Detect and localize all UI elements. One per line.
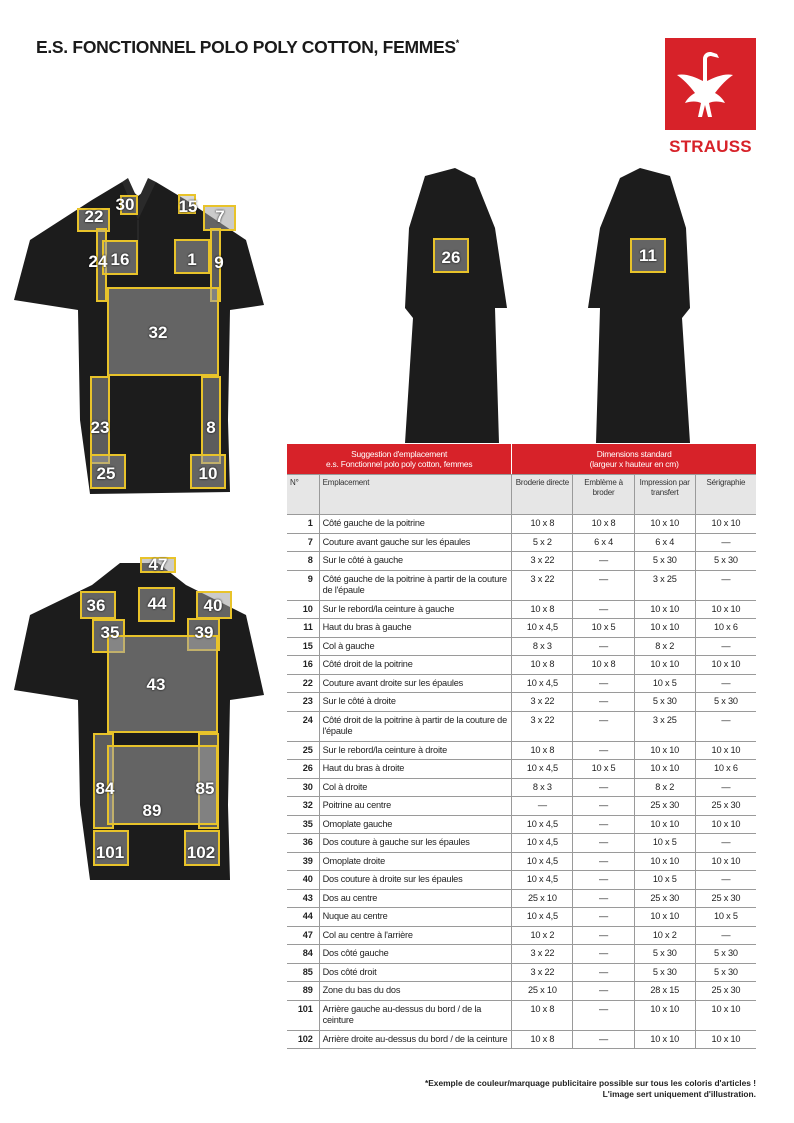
row-value: 8 x 3 <box>512 778 573 797</box>
row-value: 10 x 2 <box>634 926 695 945</box>
table-row <box>287 815 756 834</box>
row-value: 5 x 30 <box>634 945 695 964</box>
column-header: Sérigraphie <box>695 475 756 515</box>
row-location: Nuque au centre <box>319 908 512 927</box>
table-row <box>287 760 756 779</box>
row-value: 25 x 30 <box>634 889 695 908</box>
zone-label: 89 <box>142 801 162 820</box>
row-location: Zone du bas du dos <box>319 982 512 1001</box>
row-value: 28 x 15 <box>634 982 695 1001</box>
row-location: Col à droite <box>319 778 512 797</box>
row-value: 5 x 30 <box>634 552 695 571</box>
row-value: — <box>695 637 756 656</box>
row-value: 10 x 5 <box>634 871 695 890</box>
zone-label: 40 <box>203 596 223 615</box>
row-value: — <box>573 741 634 760</box>
row-value: 10 x 10 <box>695 741 756 760</box>
row-value: 10 x 5 <box>634 834 695 853</box>
row-location: Omoplate gauche <box>319 815 512 834</box>
row-value: — <box>573 552 634 571</box>
table-row <box>287 693 756 712</box>
row-location: Col à gauche <box>319 637 512 656</box>
zone-label: 26 <box>441 248 461 267</box>
zone-label: 85 <box>195 779 215 798</box>
row-value: 10 x 4,5 <box>512 908 573 927</box>
row-value: 10 x 2 <box>512 926 573 945</box>
placement-table <box>287 444 756 1049</box>
row-location: Sur le rebord/la ceinture à droite <box>319 741 512 760</box>
row-location: Sur le rebord/la ceinture à gauche <box>319 600 512 619</box>
table-row <box>287 711 756 741</box>
row-number: 39 <box>287 852 319 871</box>
zone-label: 7 <box>215 207 225 226</box>
zone-label: 39 <box>194 623 214 642</box>
footnote-line: L'image sert uniquement d'illustration. <box>602 1089 756 1099</box>
table-row <box>287 656 756 675</box>
row-value: — <box>695 834 756 853</box>
zone-label: 47 <box>148 555 168 574</box>
table-row <box>287 552 756 571</box>
row-location: Côté gauche de la poitrine à partir de la couture de l'épaule <box>319 570 512 600</box>
table-row <box>287 1000 756 1030</box>
row-value: 8 x 2 <box>634 778 695 797</box>
row-value: 5 x 2 <box>512 533 573 552</box>
row-location: Dos couture à droite sur les épaules <box>319 871 512 890</box>
zone-label: 35 <box>100 623 120 642</box>
zone-label: 23 <box>90 418 110 437</box>
row-number: 25 <box>287 741 319 760</box>
row-value: 25 x 10 <box>512 889 573 908</box>
table-row <box>287 570 756 600</box>
row-value: 10 x 10 <box>634 815 695 834</box>
row-value: — <box>573 570 634 600</box>
row-value: 5 x 30 <box>695 552 756 571</box>
column-header: Broderie directe <box>512 475 573 515</box>
row-value: 10 x 10 <box>695 852 756 871</box>
row-value: 10 x 10 <box>634 619 695 638</box>
row-location: Sur le côté à gauche <box>319 552 512 571</box>
row-value: — <box>695 570 756 600</box>
zone-label: 22 <box>84 207 104 226</box>
zone-label: 25 <box>96 464 116 483</box>
row-number: 16 <box>287 656 319 675</box>
table-row <box>287 852 756 871</box>
row-value: 5 x 30 <box>695 963 756 982</box>
row-value: 10 x 6 <box>695 619 756 638</box>
stork-logo-icon <box>665 38 756 130</box>
row-value: 10 x 4,5 <box>512 815 573 834</box>
row-value: — <box>573 797 634 816</box>
zone-label: 84 <box>95 779 115 798</box>
row-value: — <box>695 533 756 552</box>
row-number: 36 <box>287 834 319 853</box>
table-row <box>287 945 756 964</box>
row-value: 10 x 10 <box>634 741 695 760</box>
table-row <box>287 674 756 693</box>
zone-label: 9 <box>214 253 224 272</box>
zone-label: 43 <box>146 675 166 694</box>
row-value: 8 x 3 <box>512 637 573 656</box>
row-value: 10 x 4,5 <box>512 619 573 638</box>
row-location: Côté droit de la poitrine <box>319 656 512 675</box>
row-value: 10 x 10 <box>695 515 756 534</box>
row-number: 15 <box>287 637 319 656</box>
row-value: — <box>573 600 634 619</box>
row-number: 22 <box>287 674 319 693</box>
row-value: — <box>573 778 634 797</box>
row-location: Dos côté droit <box>319 963 512 982</box>
row-value: 8 x 2 <box>634 637 695 656</box>
row-value: 10 x 10 <box>634 1030 695 1049</box>
table-row <box>287 871 756 890</box>
row-number: 30 <box>287 778 319 797</box>
row-value: 3 x 25 <box>634 570 695 600</box>
row-number: 9 <box>287 570 319 600</box>
row-value: 10 x 4,5 <box>512 674 573 693</box>
row-value: — <box>573 815 634 834</box>
row-value: 10 x 10 <box>695 656 756 675</box>
row-value: 3 x 25 <box>634 711 695 741</box>
column-header: Impression par transfert <box>634 475 695 515</box>
table-row <box>287 834 756 853</box>
row-location: Omoplate droite <box>319 852 512 871</box>
column-header: Emplacement <box>319 475 512 515</box>
row-number: 47 <box>287 926 319 945</box>
row-value: 3 x 22 <box>512 693 573 712</box>
row-value: 10 x 8 <box>512 600 573 619</box>
row-value: 10 x 10 <box>695 1030 756 1049</box>
row-value: — <box>573 852 634 871</box>
table-row <box>287 778 756 797</box>
zone-label: 10 <box>198 464 218 483</box>
row-value: 10 x 10 <box>634 1000 695 1030</box>
footnote <box>425 1078 756 1100</box>
row-value: 10 x 4,5 <box>512 852 573 871</box>
row-value: 10 x 5 <box>634 674 695 693</box>
side-polo-shape <box>580 168 700 443</box>
row-location: Poitrine au centre <box>319 797 512 816</box>
row-location: Dos au centre <box>319 889 512 908</box>
row-value: 25 x 30 <box>695 797 756 816</box>
row-value: 10 x 5 <box>573 619 634 638</box>
row-value: 10 x 4,5 <box>512 760 573 779</box>
row-location: Sur le côté à droite <box>319 693 512 712</box>
row-value: — <box>573 637 634 656</box>
brand-logo <box>665 38 756 157</box>
row-number: 1 <box>287 515 319 534</box>
column-header: Emblème à broder <box>573 475 634 515</box>
row-value: 25 x 30 <box>695 889 756 908</box>
table-row <box>287 619 756 638</box>
row-value: 10 x 8 <box>512 515 573 534</box>
row-value: — <box>573 711 634 741</box>
row-value: 25 x 10 <box>512 982 573 1001</box>
row-value: 10 x 4,5 <box>512 834 573 853</box>
row-value: 10 x 10 <box>634 852 695 871</box>
row-value: 10 x 6 <box>695 760 756 779</box>
row-value: — <box>573 908 634 927</box>
zone-label: 15 <box>178 197 198 216</box>
row-value: 10 x 10 <box>695 1000 756 1030</box>
row-value: 3 x 22 <box>512 711 573 741</box>
row-value: 3 x 22 <box>512 570 573 600</box>
row-number: 8 <box>287 552 319 571</box>
side-view-left-arm <box>580 168 700 443</box>
row-location: Col au centre à l'arrière <box>319 926 512 945</box>
row-number: 102 <box>287 1030 319 1049</box>
zone-label: 32 <box>148 323 168 342</box>
row-value: 10 x 10 <box>634 656 695 675</box>
row-value: 10 x 10 <box>634 908 695 927</box>
table-row <box>287 600 756 619</box>
table-header-dimensions: Dimensions standard (largeur x hauteur en cm) <box>512 444 756 475</box>
table-row <box>287 982 756 1001</box>
footnote-line: *Exemple de couleur/marquage publicitaire possible sur tous les coloris d'articles ! <box>424 1078 756 1088</box>
row-location: Couture avant gauche sur les épaules <box>319 533 512 552</box>
row-value: 5 x 30 <box>634 963 695 982</box>
row-number: 101 <box>287 1000 319 1030</box>
row-value: 6 x 4 <box>634 533 695 552</box>
table-row <box>287 797 756 816</box>
zone-label: 30 <box>115 195 135 214</box>
row-location: Couture avant droite sur les épaules <box>319 674 512 693</box>
zone-label: 11 <box>639 246 657 265</box>
row-value: 10 x 10 <box>695 815 756 834</box>
row-value: — <box>573 945 634 964</box>
row-number: 24 <box>287 711 319 741</box>
row-value: — <box>695 778 756 797</box>
table-row <box>287 963 756 982</box>
row-value: — <box>573 693 634 712</box>
row-value: 25 x 30 <box>634 797 695 816</box>
row-value: — <box>695 871 756 890</box>
row-location: Arrière gauche au-dessus du bord / de la ceinture <box>319 1000 512 1030</box>
row-location: Dos côté gauche <box>319 945 512 964</box>
row-location: Haut du bras à gauche <box>319 619 512 638</box>
row-value: 10 x 8 <box>512 656 573 675</box>
row-value: 10 x 10 <box>634 515 695 534</box>
row-value: — <box>573 889 634 908</box>
row-value: 3 x 22 <box>512 963 573 982</box>
row-number: 23 <box>287 693 319 712</box>
table-header-placement: Suggestion d'emplacement e.s. Fonctionnel polo poly cotton, femmes <box>287 444 512 475</box>
row-value: 5 x 30 <box>695 945 756 964</box>
row-value: — <box>573 871 634 890</box>
page-title: E.S. FONCTIONNEL POLO POLY COTTON, FEMMES* <box>36 37 459 57</box>
side-polo-shape <box>395 168 515 443</box>
row-value: — <box>695 926 756 945</box>
zone-label: 44 <box>147 594 167 613</box>
row-value: — <box>695 674 756 693</box>
zone-label: 24 <box>88 252 108 271</box>
table-row <box>287 515 756 534</box>
row-location: Côté gauche de la poitrine <box>319 515 512 534</box>
row-number: 7 <box>287 533 319 552</box>
row-number: 26 <box>287 760 319 779</box>
row-value: 10 x 5 <box>695 908 756 927</box>
row-number: 32 <box>287 797 319 816</box>
back-view <box>10 555 265 885</box>
row-value: 10 x 10 <box>634 760 695 779</box>
row-value: — <box>573 982 634 1001</box>
row-value: 25 x 30 <box>695 982 756 1001</box>
row-value: 6 x 4 <box>573 533 634 552</box>
row-value: 3 x 22 <box>512 552 573 571</box>
row-value: 10 x 5 <box>573 760 634 779</box>
zone-label: 8 <box>206 418 216 437</box>
zone-label: 16 <box>110 250 130 269</box>
row-number: 89 <box>287 982 319 1001</box>
row-location: Arrière droite au-dessus du bord / de la ceinture <box>319 1030 512 1049</box>
row-value: — <box>512 797 573 816</box>
row-value: — <box>573 963 634 982</box>
row-value: — <box>573 674 634 693</box>
zone-label: 102 <box>186 843 216 862</box>
row-value: — <box>695 711 756 741</box>
row-value: — <box>573 1030 634 1049</box>
zone-label: 36 <box>86 596 106 615</box>
brand-name: STRAUSS <box>669 137 752 156</box>
table-row <box>287 908 756 927</box>
row-number: 10 <box>287 600 319 619</box>
table-row <box>287 889 756 908</box>
row-value: — <box>573 1000 634 1030</box>
row-number: 11 <box>287 619 319 638</box>
row-value: 10 x 8 <box>512 741 573 760</box>
row-number: 35 <box>287 815 319 834</box>
table-row <box>287 637 756 656</box>
row-location: Côté droit de la poitrine à partir de la couture de l'épaule <box>319 711 512 741</box>
row-value: 10 x 10 <box>634 600 695 619</box>
row-value: 10 x 4,5 <box>512 871 573 890</box>
front-view <box>10 160 265 500</box>
row-value: — <box>573 834 634 853</box>
table-row <box>287 926 756 945</box>
row-number: 40 <box>287 871 319 890</box>
row-value: 10 x 8 <box>512 1000 573 1030</box>
column-header: N° <box>287 475 319 515</box>
zone-label: 101 <box>95 843 125 862</box>
table-row <box>287 533 756 552</box>
row-number: 44 <box>287 908 319 927</box>
row-number: 85 <box>287 963 319 982</box>
row-value: 5 x 30 <box>695 693 756 712</box>
row-number: 84 <box>287 945 319 964</box>
row-value: 10 x 8 <box>512 1030 573 1049</box>
table-row <box>287 741 756 760</box>
row-value: 10 x 10 <box>695 600 756 619</box>
row-location: Haut du bras à droite <box>319 760 512 779</box>
row-location: Dos couture à gauche sur les épaules <box>319 834 512 853</box>
table-row <box>287 1030 756 1049</box>
row-value: 10 x 8 <box>573 656 634 675</box>
row-value: 5 x 30 <box>634 693 695 712</box>
row-value: 10 x 8 <box>573 515 634 534</box>
row-number: 43 <box>287 889 319 908</box>
logo-box <box>665 38 756 130</box>
row-value: — <box>573 926 634 945</box>
side-view-right-arm <box>395 168 515 443</box>
row-value: 3 x 22 <box>512 945 573 964</box>
zone-label: 1 <box>187 250 197 269</box>
